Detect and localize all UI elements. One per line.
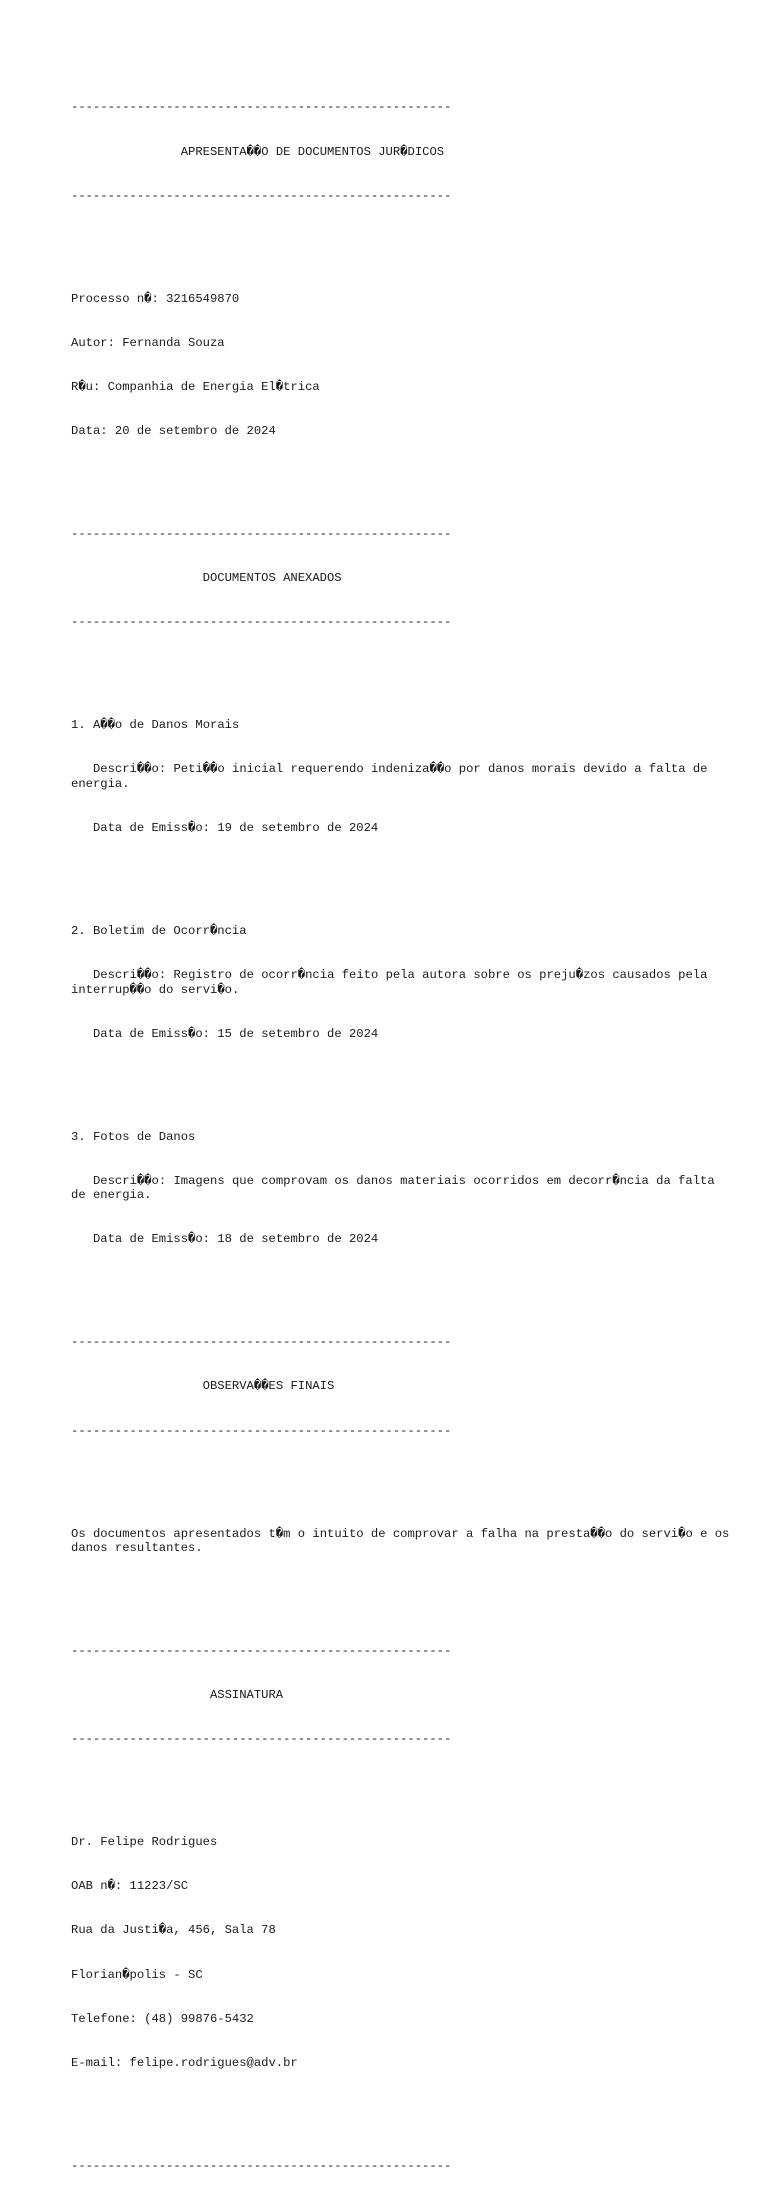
document-item-description: Descri��o: Registro de ocorr�ncia feito pela autora sobre os preju�zos causados pela interrup��o do servi�o. [71,967,715,997]
section-heading-anexos: DOCUMENTOS ANEXADOS [71,570,342,585]
blank-line [71,1776,731,1791]
observacoes-paragraph: Os documentos apresentados t�m o intuito de comprovar a falha na presta��o do servi�o e os danos resultantes. [71,1526,737,1556]
separator-line: ---------------------------------------------------- [71,188,452,203]
separator-line: ---------------------------------------------------- [71,1732,452,1747]
document-item-date: Data de Emiss�o: 19 de setembro de 2024 [71,820,379,835]
blank-line [71,468,731,483]
processo-reu: R�u: Companhia de Energia El�trica [71,379,320,394]
blank-line [71,1071,731,1086]
document-item-title: 2. Boletim de Ocorr�ncia [71,923,247,938]
document-item-description: Descri��o: Imagens que comprovam os danos materiais ocorridos em decorr�ncia da falta de energia. [71,1173,723,1203]
document-item-date: Data de Emiss�o: 15 de setembro de 2024 [71,1026,379,1041]
document-item-description: Descri��o: Peti��o inicial requerendo indeniza��o por danos morais devido a falta de energia. [71,762,715,791]
document-title: APRESENTA��O DE DOCUMENTOS JUR�DICOS [71,144,445,159]
signer-city: Florian�polis - SC [71,1967,203,1982]
blank-line [71,1585,731,1600]
signer-phone: Telefone: (48) 99876-5432 [71,2011,254,2026]
separator-line: ---------------------------------------------------- [71,2158,452,2173]
separator-line: ---------------------------------------------------- [71,614,452,629]
signer-email: E-mail: felipe.rodrigues@adv.br [71,2055,298,2070]
separator-line: ---------------------------------------------------- [71,526,452,541]
legal-document [71,71,737,2203]
processo-data: Data: 20 de setembro de 2024 [71,423,276,438]
section-heading-assinatura: ASSINATURA [71,1688,284,1703]
separator-line: ---------------------------------------------------- [71,1644,452,1659]
document-item-title: 3. Fotos de Danos [71,1129,196,1144]
section-heading-observacoes: OBSERVA��ES FINAIS [71,1379,335,1394]
blank-line [71,233,731,248]
document-item-title: 1. A��o de Danos Morais [71,717,240,732]
separator-line: ---------------------------------------------------- [71,1335,452,1350]
blank-line [71,2100,731,2115]
blank-line [71,659,731,674]
blank-line [71,1468,731,1483]
separator-line: ---------------------------------------------------- [71,100,452,115]
processo-numero: Processo n�: 3216549870 [71,291,240,306]
signer-name: Dr. Felipe Rodrigues [71,1835,218,1850]
blank-line [71,865,731,880]
separator-line: ---------------------------------------------------- [71,1423,452,1438]
signer-oab: OAB n�: 11223/SC [71,1879,189,1894]
processo-autor: Autor: Fernanda Souza [71,335,225,350]
signer-address: Rua da Justi�a, 456, Sala 78 [71,1923,276,1938]
blank-line [71,1277,731,1292]
document-item-date: Data de Emiss�o: 18 de setembro de 2024 [71,1232,379,1247]
